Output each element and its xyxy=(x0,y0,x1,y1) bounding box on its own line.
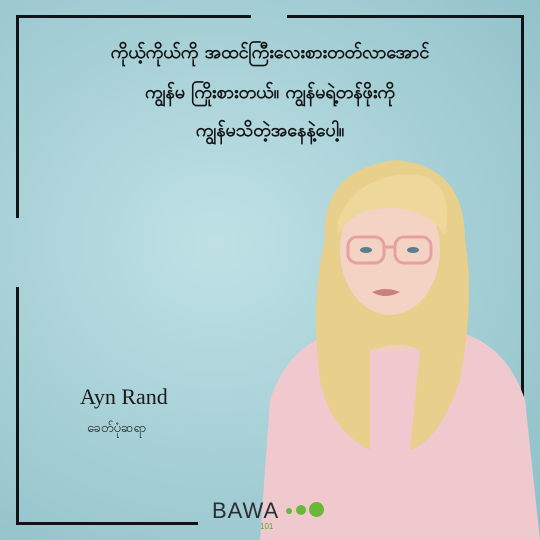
logo-text: BAWA xyxy=(212,498,280,523)
frame-top-right xyxy=(287,15,524,18)
logo-dot-large xyxy=(309,502,324,517)
quote-line-3: ကျွန်မသိတဲ့အနေနဲ့ပေါ့။ xyxy=(195,120,345,141)
quote-line-2: ကျွန်မ ကြိုးစားတယ်။ ကျွန်မရဲ့တန်ဖိုးကို xyxy=(144,82,396,103)
eye-left xyxy=(360,247,372,253)
frame-left-upper xyxy=(16,15,19,218)
frame-left-lower xyxy=(16,287,19,525)
logo-subtext: 101 xyxy=(260,522,274,531)
quote-line-1: ကိုယ့်ကိုယ်ကို အထင်ကြီးလေးစားတတ်လာအောင် xyxy=(110,42,430,63)
logo-dot-medium xyxy=(296,505,306,515)
frame-top-left xyxy=(16,15,251,18)
frame-bottom-left xyxy=(16,522,198,525)
bawa-logo xyxy=(212,494,332,534)
author-name: Ayn Rand xyxy=(80,384,168,409)
portrait-photo xyxy=(250,150,540,540)
logo-dot-small xyxy=(286,508,292,514)
author-role: ခေတ်ပုံဆရာ xyxy=(87,421,147,436)
eye-right xyxy=(407,247,419,253)
